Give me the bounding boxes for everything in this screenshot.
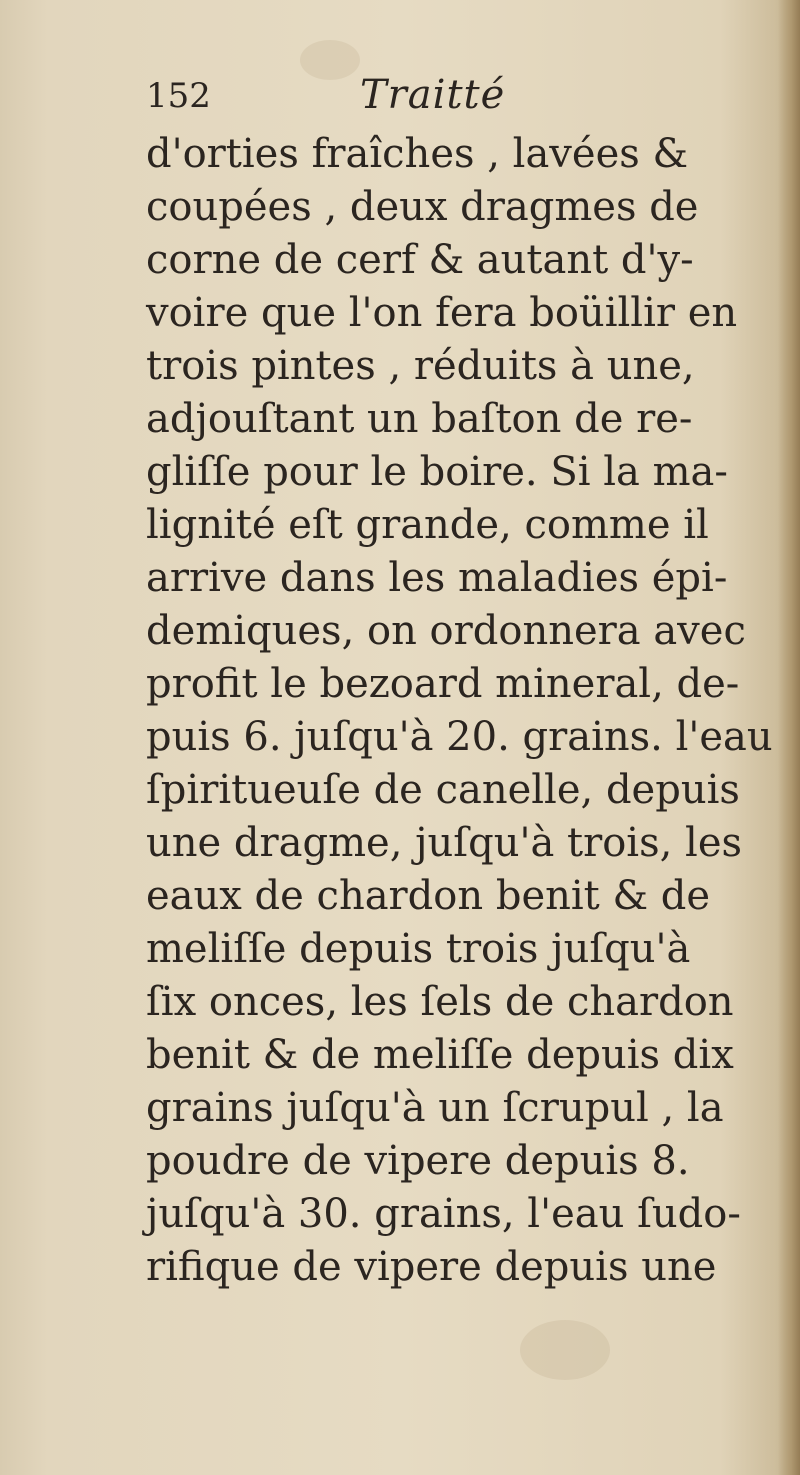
text-line: juſqu'à 30. grains, l'eau ſudo-	[146, 1191, 741, 1237]
text-line: eaux de chardon benit & de	[146, 873, 711, 919]
text-line: profit le bezoard mineral, de-	[146, 661, 740, 707]
text-line: benit & de meliſſe depuis dix	[146, 1032, 734, 1078]
running-title: Traitté	[360, 72, 506, 118]
text-line: une dragme, juſqu'à trois, les	[146, 820, 743, 866]
text-line: arrive dans les maladies épi-	[146, 555, 728, 601]
text-line: d'orties fraîches , lavées &	[146, 131, 689, 177]
text-line: ſix onces, les ſels de chardon	[146, 979, 734, 1025]
text-line: meliſſe depuis trois juſqu'à	[146, 926, 691, 972]
page-number: 152	[146, 76, 211, 116]
text-line: lignité eſt grande, comme il	[146, 502, 709, 548]
text-line: gliſſe pour le boire. Si la ma-	[146, 449, 728, 495]
page-edge-shadow	[778, 0, 800, 1475]
text-line: ſpiritueuſe de canelle, depuis	[146, 767, 740, 813]
text-line: corne de cerf & autant d'y-	[146, 237, 694, 283]
text-line: grains juſqu'à un ſcrupul , la	[146, 1085, 724, 1131]
paper-stain	[520, 1320, 610, 1380]
text-line: rifique de vipere depuis une	[146, 1244, 717, 1290]
text-line: poudre de vipere depuis 8.	[146, 1138, 690, 1184]
page-header	[146, 72, 746, 132]
text-line: demiques, on ordonnera avec	[146, 608, 746, 654]
text-line: voire que l'on fera boüillir en	[146, 290, 738, 336]
text-line: coupées , deux dragmes de	[146, 184, 699, 230]
body-text	[146, 128, 773, 1294]
text-line: puis 6. juſqu'à 20. grains. l'eau	[146, 714, 773, 760]
text-line: trois pintes , réduits à une,	[146, 343, 695, 389]
text-line: adjouſtant un baſton de re-	[146, 396, 693, 442]
